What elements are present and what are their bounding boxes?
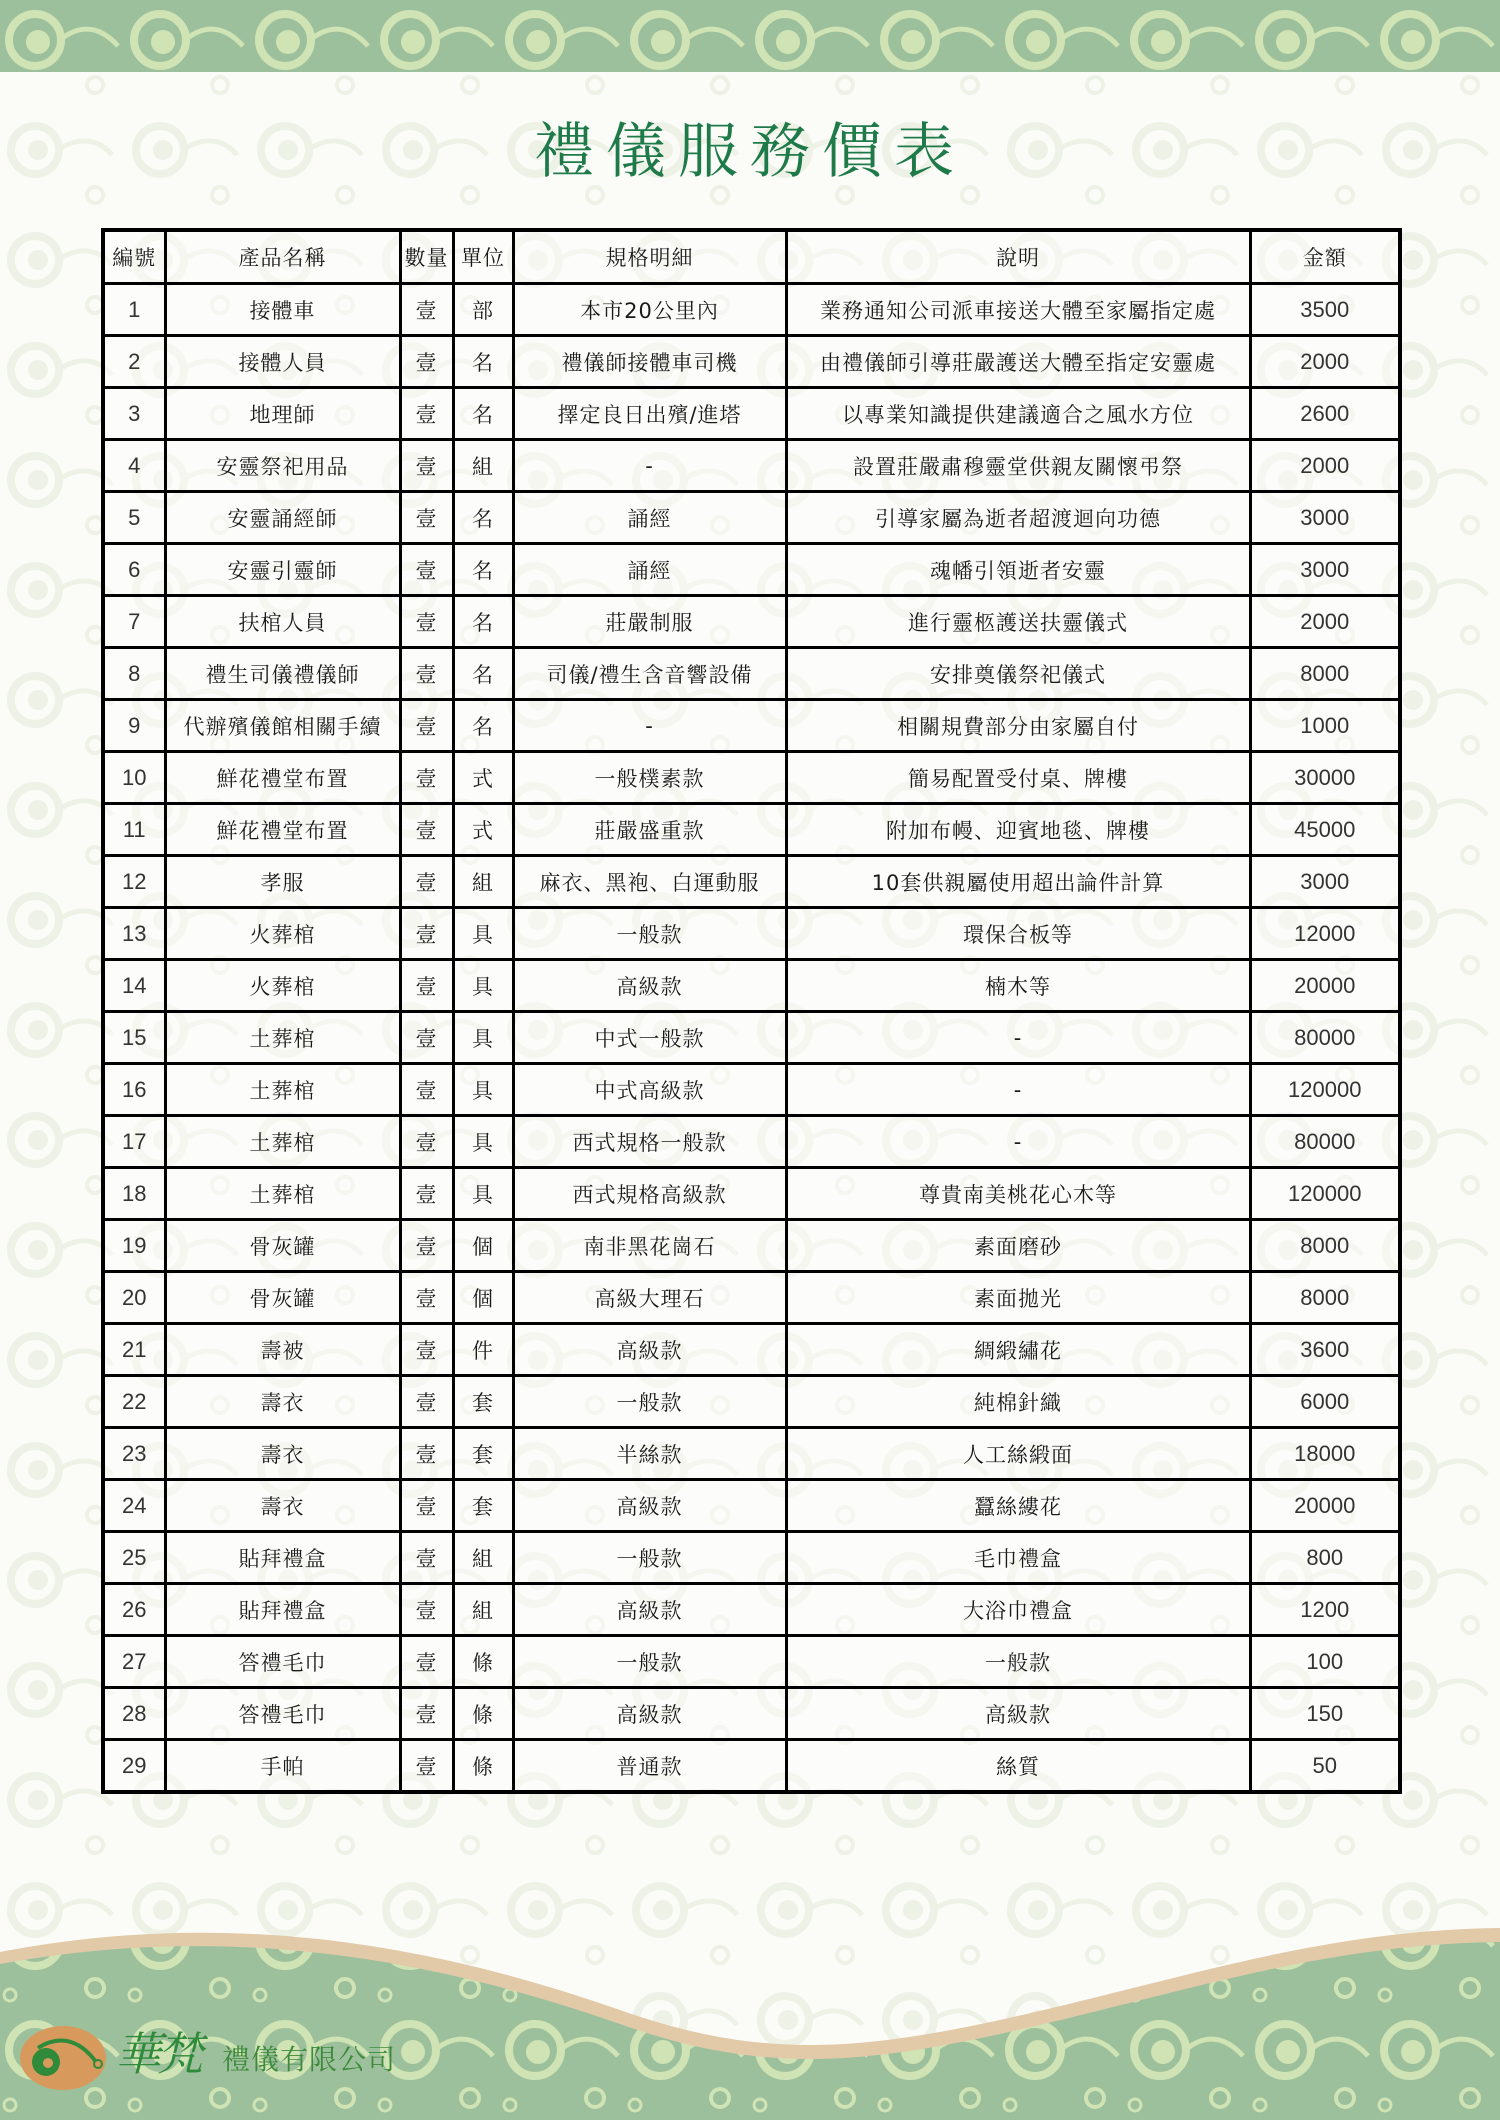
row-number-cell: 20 [103,1272,165,1324]
row-number-cell: 2 [103,336,165,388]
description-cell: 進行靈柩護送扶靈儀式 [786,596,1250,648]
description-cell: 純棉針織 [786,1376,1250,1428]
product-name-cell: 地理師 [165,388,400,440]
amount-cell: 50 [1250,1740,1400,1793]
quantity-cell: 壹 [400,388,453,440]
description-cell: 簡易配置受付桌、牌樓 [786,752,1250,804]
product-name-cell: 鮮花禮堂布置 [165,752,400,804]
product-name-cell: 土葬棺 [165,1064,400,1116]
row-number-cell: 3 [103,388,165,440]
product-name-cell: 代辦殯儀館相關手續 [165,700,400,752]
row-number-cell: 24 [103,1480,165,1532]
amount-cell: 1000 [1250,700,1400,752]
row-number-cell: 15 [103,1012,165,1064]
amount-cell: 100 [1250,1636,1400,1688]
description-cell: 一般款 [786,1636,1250,1688]
specification-cell: 西式規格一般款 [513,1116,786,1168]
header-specification: 規格明細 [513,230,786,284]
amount-cell: 3000 [1250,544,1400,596]
top-decorative-band [0,0,1500,72]
row-number-cell: 8 [103,648,165,700]
table-row [103,544,1400,596]
table-row [103,804,1400,856]
quantity-cell: 壹 [400,1168,453,1220]
specification-cell: 一般款 [513,1532,786,1584]
row-number-cell: 18 [103,1168,165,1220]
product-name-cell: 安靈引靈師 [165,544,400,596]
unit-cell: 具 [453,908,513,960]
quantity-cell: 壹 [400,1636,453,1688]
amount-cell: 8000 [1250,648,1400,700]
specification-cell: 普通款 [513,1740,786,1793]
product-name-cell: 接體人員 [165,336,400,388]
product-name-cell: 壽衣 [165,1428,400,1480]
product-name-cell: 壽衣 [165,1376,400,1428]
quantity-cell: 壹 [400,336,453,388]
specification-cell: 麻衣、黑袍、白運動服 [513,856,786,908]
price-table [101,228,1402,1794]
amount-cell: 8000 [1250,1220,1400,1272]
amount-cell: 18000 [1250,1428,1400,1480]
specification-cell: 一般款 [513,908,786,960]
quantity-cell: 壹 [400,1324,453,1376]
quantity-cell: 壹 [400,752,453,804]
product-name-cell: 土葬棺 [165,1116,400,1168]
specification-cell: 南非黑花崗石 [513,1220,786,1272]
table-row [103,648,1400,700]
row-number-cell: 28 [103,1688,165,1740]
specification-cell: 本市20公里內 [513,284,786,336]
description-cell: 環保合板等 [786,908,1250,960]
specification-cell: 一般樸素款 [513,752,786,804]
company-name: 禮儀有限公司 [222,2043,397,2076]
amount-cell: 3000 [1250,856,1400,908]
row-number-cell: 14 [103,960,165,1012]
description-cell: 魂幡引領逝者安靈 [786,544,1250,596]
product-name-cell: 土葬棺 [165,1168,400,1220]
quantity-cell: 壹 [400,1740,453,1793]
amount-cell: 2000 [1250,440,1400,492]
specification-cell: 高級款 [513,1584,786,1636]
table-row [103,492,1400,544]
unit-cell: 名 [453,648,513,700]
unit-cell: 部 [453,284,513,336]
specification-cell: 高級款 [513,960,786,1012]
quantity-cell: 壹 [400,1116,453,1168]
table-row [103,1636,1400,1688]
row-number-cell: 19 [103,1220,165,1272]
description-cell: 引導家屬為逝者超渡迴向功德 [786,492,1250,544]
unit-cell: 名 [453,544,513,596]
table-row [103,1064,1400,1116]
description-cell: 人工絲緞面 [786,1428,1250,1480]
row-number-cell: 12 [103,856,165,908]
quantity-cell: 壹 [400,284,453,336]
unit-cell: 名 [453,492,513,544]
quantity-cell: 壹 [400,1272,453,1324]
table-row [103,1428,1400,1480]
specification-cell: 高級款 [513,1324,786,1376]
amount-cell: 3500 [1250,284,1400,336]
description-cell: 10套供親屬使用超出論件計算 [786,856,1250,908]
table-row [103,440,1400,492]
amount-cell: 80000 [1250,1012,1400,1064]
table-row [103,752,1400,804]
table-row [103,1272,1400,1324]
specification-cell: 高級款 [513,1688,786,1740]
row-number-cell: 5 [103,492,165,544]
quantity-cell: 壹 [400,1064,453,1116]
swirl-emblem-icon [18,2024,108,2092]
specification-cell: 誦經 [513,544,786,596]
amount-cell: 120000 [1250,1064,1400,1116]
specification-cell: 誦經 [513,492,786,544]
unit-cell: 式 [453,752,513,804]
amount-cell: 20000 [1250,960,1400,1012]
product-name-cell: 答禮毛巾 [165,1636,400,1688]
table-header-row [103,230,1400,284]
row-number-cell: 23 [103,1428,165,1480]
amount-cell: 30000 [1250,752,1400,804]
description-cell: 楠木等 [786,960,1250,1012]
row-number-cell: 26 [103,1584,165,1636]
description-cell: 高級款 [786,1688,1250,1740]
specification-cell: 西式規格高級款 [513,1168,786,1220]
product-name-cell: 安靈祭祀用品 [165,440,400,492]
unit-cell: 名 [453,596,513,648]
header-product-name: 產品名稱 [165,230,400,284]
table-row [103,336,1400,388]
unit-cell: 名 [453,700,513,752]
description-cell: 絲質 [786,1740,1250,1793]
amount-cell: 80000 [1250,1116,1400,1168]
amount-cell: 2600 [1250,388,1400,440]
header-amount: 金額 [1250,230,1400,284]
quantity-cell: 壹 [400,544,453,596]
row-number-cell: 6 [103,544,165,596]
description-cell: - [786,1116,1250,1168]
unit-cell: 套 [453,1480,513,1532]
specification-cell: - [513,700,786,752]
unit-cell: 式 [453,804,513,856]
product-name-cell: 壽被 [165,1324,400,1376]
header-unit: 單位 [453,230,513,284]
row-number-cell: 17 [103,1116,165,1168]
description-cell: - [786,1064,1250,1116]
product-name-cell: 鮮花禮堂布置 [165,804,400,856]
table-row [103,1688,1400,1740]
quantity-cell: 壹 [400,440,453,492]
unit-cell: 件 [453,1324,513,1376]
amount-cell: 120000 [1250,1168,1400,1220]
product-name-cell: 貼拜禮盒 [165,1584,400,1636]
unit-cell: 條 [453,1688,513,1740]
quantity-cell: 壹 [400,492,453,544]
amount-cell: 2000 [1250,596,1400,648]
description-cell: 素面拋光 [786,1272,1250,1324]
amount-cell: 150 [1250,1688,1400,1740]
product-name-cell: 骨灰罐 [165,1220,400,1272]
amount-cell: 45000 [1250,804,1400,856]
description-cell: 以專業知識提供建議適合之風水方位 [786,388,1250,440]
amount-cell: 12000 [1250,908,1400,960]
quantity-cell: 壹 [400,856,453,908]
table-row [103,700,1400,752]
description-cell: 由禮儀師引導莊嚴護送大體至指定安靈處 [786,336,1250,388]
unit-cell: 名 [453,388,513,440]
quantity-cell: 壹 [400,960,453,1012]
quantity-cell: 壹 [400,1428,453,1480]
quantity-cell: 壹 [400,1376,453,1428]
quantity-cell: 壹 [400,1532,453,1584]
unit-cell: 套 [453,1428,513,1480]
description-cell: 素面磨砂 [786,1220,1250,1272]
unit-cell: 組 [453,440,513,492]
header-quantity: 數量 [400,230,453,284]
unit-cell: 具 [453,1012,513,1064]
page-title: 禮儀服務價表 [534,117,966,187]
unit-cell: 組 [453,856,513,908]
quantity-cell: 壹 [400,1688,453,1740]
quantity-cell: 壹 [400,648,453,700]
unit-cell: 具 [453,1064,513,1116]
product-name-cell: 接體車 [165,284,400,336]
row-number-cell: 29 [103,1740,165,1793]
description-cell: 蠶絲縷花 [786,1480,1250,1532]
table-row [103,1012,1400,1064]
row-number-cell: 22 [103,1376,165,1428]
description-cell: 大浴巾禮盒 [786,1584,1250,1636]
amount-cell: 3600 [1250,1324,1400,1376]
description-cell: 設置莊嚴肅穆靈堂供親友關懷弔祭 [786,440,1250,492]
specification-cell: 禮儀師接體車司機 [513,336,786,388]
quantity-cell: 壹 [400,1584,453,1636]
specification-cell: 中式高級款 [513,1064,786,1116]
product-name-cell: 壽衣 [165,1480,400,1532]
product-name-cell: 火葬棺 [165,960,400,1012]
row-number-cell: 10 [103,752,165,804]
table-row [103,1220,1400,1272]
row-number-cell: 27 [103,1636,165,1688]
table-row [103,388,1400,440]
product-name-cell: 骨灰罐 [165,1272,400,1324]
product-name-cell: 孝服 [165,856,400,908]
table-row [103,1480,1400,1532]
description-cell: 業務通知公司派車接送大體至家屬指定處 [786,284,1250,336]
specification-cell: 一般款 [513,1376,786,1428]
product-name-cell: 扶棺人員 [165,596,400,648]
unit-cell: 組 [453,1584,513,1636]
row-number-cell: 16 [103,1064,165,1116]
unit-cell: 具 [453,1168,513,1220]
amount-cell: 800 [1250,1532,1400,1584]
specification-cell: - [513,440,786,492]
quantity-cell: 壹 [400,596,453,648]
specification-cell: 高級大理石 [513,1272,786,1324]
specification-cell: 莊嚴盛重款 [513,804,786,856]
row-number-cell: 4 [103,440,165,492]
table-row [103,908,1400,960]
unit-cell: 個 [453,1272,513,1324]
row-number-cell: 9 [103,700,165,752]
table-row [103,1584,1400,1636]
amount-cell: 2000 [1250,336,1400,388]
row-number-cell: 1 [103,284,165,336]
header-description: 說明 [786,230,1250,284]
table-row [103,1376,1400,1428]
specification-cell: 一般款 [513,1636,786,1688]
table-row [103,1740,1400,1793]
table-row [103,1116,1400,1168]
amount-cell: 1200 [1250,1584,1400,1636]
description-cell: 相關規費部分由家屬自付 [786,700,1250,752]
quantity-cell: 壹 [400,700,453,752]
quantity-cell: 壹 [400,1012,453,1064]
table-row [103,1168,1400,1220]
table-row [103,596,1400,648]
description-cell: - [786,1012,1250,1064]
amount-cell: 6000 [1250,1376,1400,1428]
table-row [103,1324,1400,1376]
product-name-cell: 答禮毛巾 [165,1688,400,1740]
product-name-cell: 禮生司儀禮儀師 [165,648,400,700]
specification-cell: 莊嚴制服 [513,596,786,648]
row-number-cell: 7 [103,596,165,648]
unit-cell: 名 [453,336,513,388]
specification-cell: 中式一般款 [513,1012,786,1064]
specification-cell: 半絲款 [513,1428,786,1480]
quantity-cell: 壹 [400,908,453,960]
unit-cell: 具 [453,960,513,1012]
product-name-cell: 手帕 [165,1740,400,1793]
unit-cell: 條 [453,1740,513,1793]
header-number: 編號 [103,230,165,284]
footer-decorative-wave [0,1900,1500,2120]
specification-cell: 司儀/禮生含音響設備 [513,648,786,700]
row-number-cell: 11 [103,804,165,856]
description-cell: 綢緞繡花 [786,1324,1250,1376]
unit-cell: 具 [453,1116,513,1168]
product-name-cell: 貼拜禮盒 [165,1532,400,1584]
specification-cell: 高級款 [513,1480,786,1532]
quantity-cell: 壹 [400,804,453,856]
quantity-cell: 壹 [400,1220,453,1272]
product-name-cell: 安靈誦經師 [165,492,400,544]
table-row [103,856,1400,908]
quantity-cell: 壹 [400,1480,453,1532]
table-row [103,284,1400,336]
description-cell: 尊貴南美桃花心木等 [786,1168,1250,1220]
description-cell: 毛巾禮盒 [786,1532,1250,1584]
table-row [103,1532,1400,1584]
amount-cell: 3000 [1250,492,1400,544]
product-name-cell: 火葬棺 [165,908,400,960]
description-cell: 附加布幔、迎賓地毯、牌樓 [786,804,1250,856]
row-number-cell: 13 [103,908,165,960]
table-row [103,960,1400,1012]
specification-cell: 擇定良日出殯/進塔 [513,388,786,440]
row-number-cell: 25 [103,1532,165,1584]
brand-script-logo: 華梵 [115,2027,199,2081]
unit-cell: 組 [453,1532,513,1584]
unit-cell: 條 [453,1636,513,1688]
product-name-cell: 土葬棺 [165,1012,400,1064]
amount-cell: 20000 [1250,1480,1400,1532]
amount-cell: 8000 [1250,1272,1400,1324]
row-number-cell: 21 [103,1324,165,1376]
unit-cell: 個 [453,1220,513,1272]
description-cell: 安排奠儀祭祀儀式 [786,648,1250,700]
unit-cell: 套 [453,1376,513,1428]
